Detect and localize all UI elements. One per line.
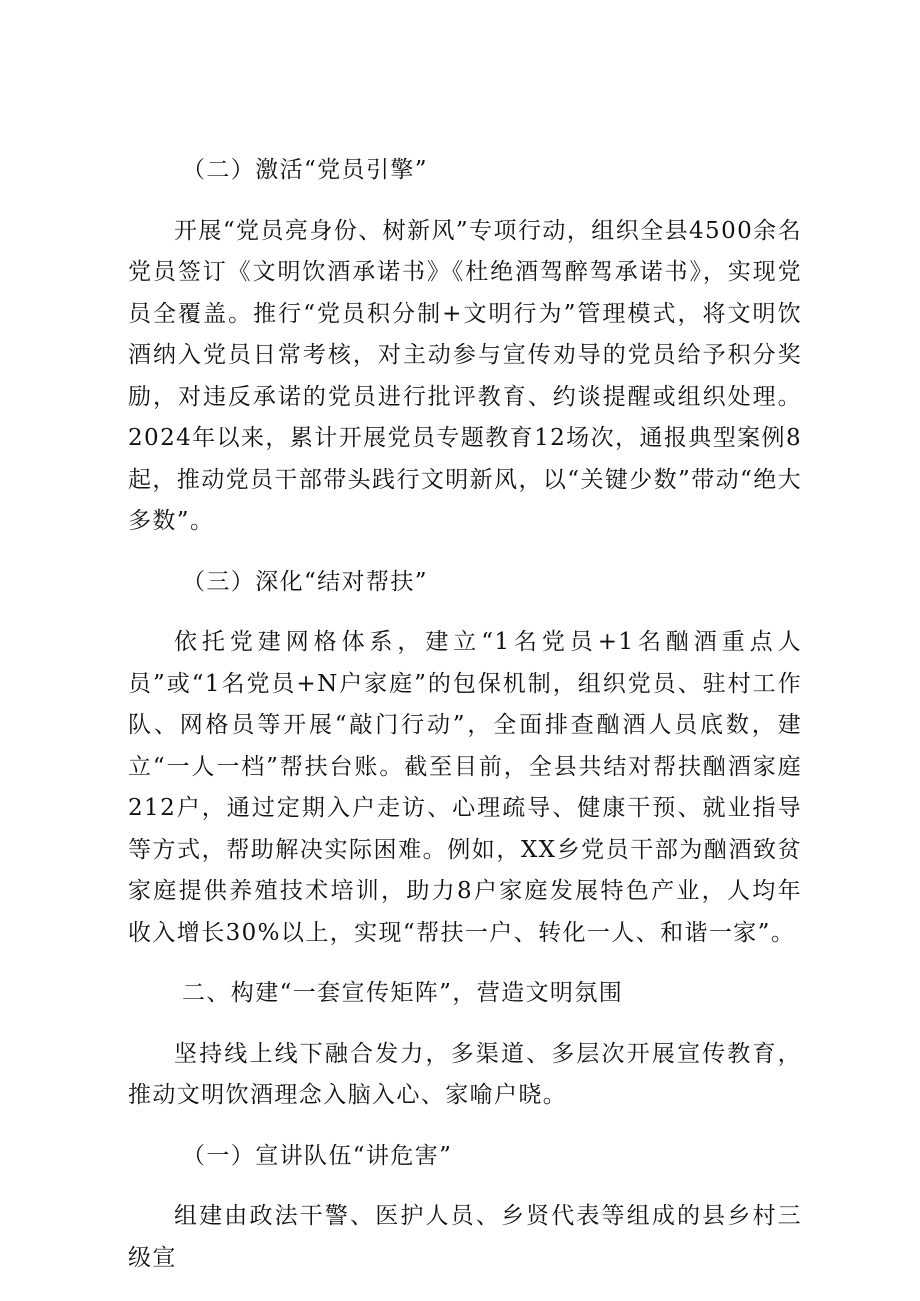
section-heading-lecture-team: （一）宣讲队伍“讲危害” [182, 1142, 453, 1169]
body-paragraph-pairing-support: 依托党建网格体系，建立“1名党员+1名酗酒重点人员”或“1名党员+N户家庭”的包保机制，组织党员、驻村工作队、网格员等开展“敲门行动”，全面排查酗酒人员底数，建立“一人一档”帮扶台账。截至目前，全县共结对帮扶酗酒家庭212户，通过定期入户走访、心理疏导、健康干预、就业指导等方式，帮助解决实际困难。例如，XX乡党员干部为酗酒致贫家庭提供养殖技术培训，助力8户家庭发展特色产业，人均年收入增长30%以上，实现“帮扶一户、转化一人、和谐一家”。 [128, 629, 802, 946]
body-paragraph-party-action: 开展“党员亮身份、树新风”专项行动，组织全县4500余名党员签订《文明饮酒承诺书》《杜绝酒驾醉驾承诺书》，实现党员全覆盖。推行“党员积分制+文明行为”管理模式，将文明饮酒纳入党员日常考核，对主动参与宣传劝导的党员给予积分奖励，对违反承诺的党员进行批评教育、约谈提醒或组织处理。2024年以来，累计开展党员专题教育12场次，通报典型案例8起，推动党员干部带头践行文明新风，以“关键少数”带动“绝大多数”。 [128, 217, 802, 534]
body-paragraph-lecture-team: 组建由政法干警、医护人员、乡贤代表等组成的县乡村三级宣 [128, 1203, 802, 1271]
section-heading-activate-party-engine: （二）激活“党员引擎” [182, 157, 428, 183]
section-heading-deepen-pairing-support: （三）深化“结对帮扶” [182, 568, 428, 595]
section-heading-publicity-matrix: 二、构建“一套宣传矩阵”，营造文明氛围 [182, 980, 624, 1006]
body-paragraph-publicity: 坚持线上线下融合发力，多渠道、多层次开展宣传教育，推动文明饮酒理念入脑入心、家喻户晓。 [128, 1040, 802, 1108]
